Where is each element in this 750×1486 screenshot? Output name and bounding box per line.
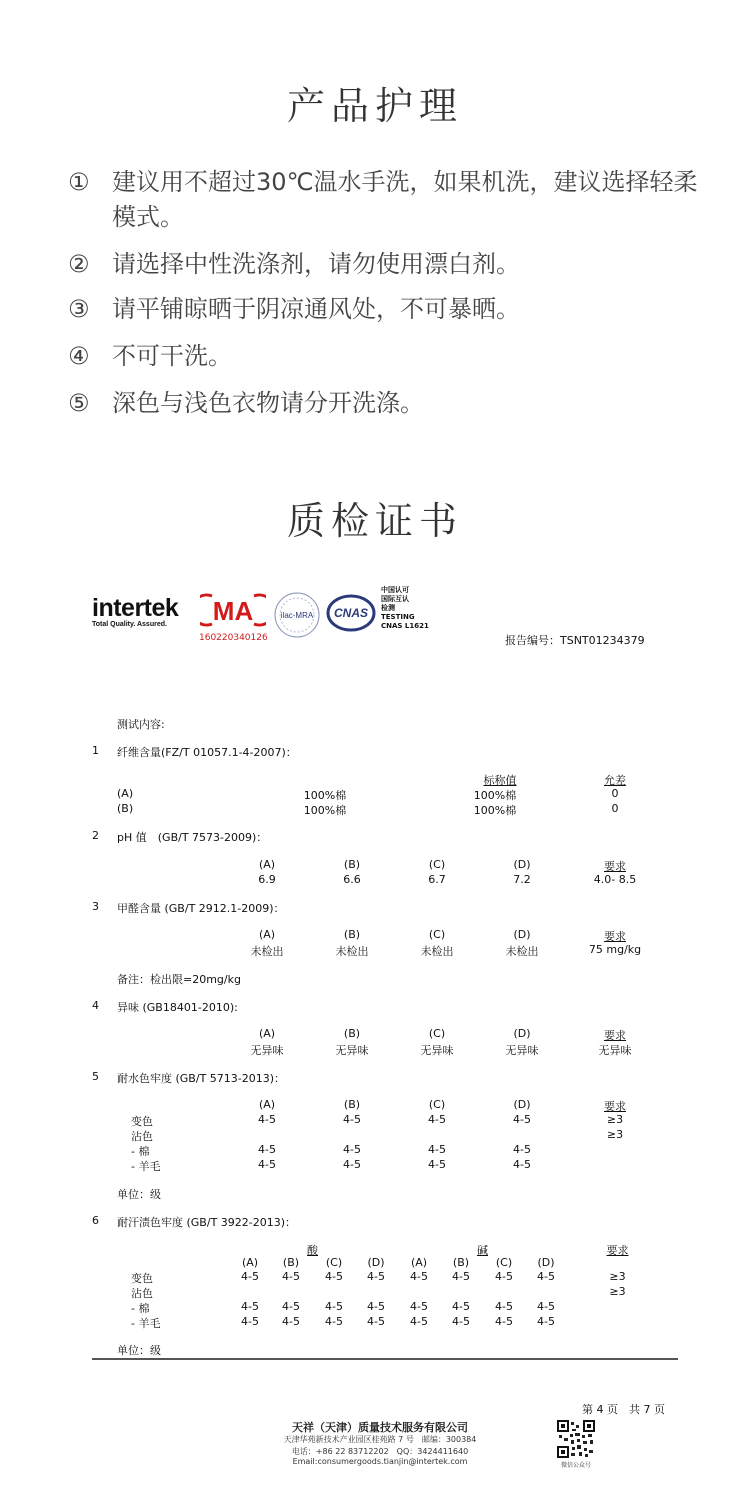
s4-value: 无异味 — [250, 1044, 284, 1057]
s6-cell: 4-5 — [537, 1300, 555, 1313]
s5-row-req: ≥3 — [606, 1113, 624, 1126]
ilac-mra-logo-icon — [272, 590, 322, 640]
ma-text: MA — [212, 596, 254, 626]
s1-row-std: 100%棉 — [473, 789, 517, 802]
s3-requirement-header: 要求 — [604, 930, 626, 943]
s6-cell: 4-5 — [325, 1270, 343, 1283]
s2-value: 6.7 — [428, 873, 446, 886]
s6-header: (C) — [325, 1256, 343, 1269]
page-indicator: 第 4 页 共 7 页 — [582, 1403, 665, 1416]
s6-cell: 4-5 — [241, 1300, 259, 1313]
s5-unit: 单位：级 — [117, 1188, 161, 1201]
s2-value: 7.2 — [513, 873, 531, 886]
s3-value: 未检出 — [250, 945, 284, 958]
care-item-text: 不可干洗。 — [112, 342, 232, 370]
s5-cell: 4-5 — [513, 1113, 531, 1126]
s6-cell: 4-5 — [495, 1315, 513, 1328]
cnas-line: 中国认可 — [381, 586, 409, 594]
s5-cell: 4-5 — [428, 1113, 446, 1126]
ma-logo-icon — [200, 593, 266, 627]
s4-value: 无异味 — [420, 1044, 454, 1057]
care-item-number: ⑤ — [68, 389, 90, 417]
section-3-number: 3 — [92, 900, 99, 913]
qc-title: 质检证书 — [286, 499, 463, 543]
s3-header: (A) — [258, 928, 276, 941]
section-2-title: pH 值 (GB/T 7573-2009)： — [117, 831, 268, 844]
s5-row-label: - 棉 — [131, 1145, 150, 1158]
s5-header: (D) — [513, 1098, 531, 1111]
cnas-line: TESTING — [381, 613, 415, 621]
s6-cell: 4-5 — [282, 1270, 300, 1283]
cnas-line: 检测 — [381, 604, 395, 612]
s6-header: (D) — [537, 1256, 555, 1269]
s2-header: (C) — [428, 858, 446, 871]
s3-note: 备注：检出限=20mg/kg — [117, 973, 241, 986]
qr-caption: 微信公众号 — [560, 1462, 591, 1469]
care-title: 产品护理 — [286, 84, 463, 128]
s6-cell: 4-5 — [282, 1315, 300, 1328]
s6-cell: 4-5 — [367, 1315, 385, 1328]
s4-value: 无异味 — [335, 1044, 369, 1057]
s6-row-label: 沾色 — [131, 1287, 153, 1300]
s6-requirement-header: 要求 — [606, 1244, 629, 1257]
care-item-5 — [68, 386, 708, 421]
s5-header: (A) — [258, 1098, 276, 1111]
s6-cell: 4-5 — [537, 1270, 555, 1283]
s6-cell: 4-5 — [325, 1300, 343, 1313]
care-item-text: 请平铺晾晒于阴凉通风处，不可暴晒。 — [112, 295, 520, 323]
s6-header: (B) — [282, 1256, 300, 1269]
s6-cell: 4-5 — [452, 1300, 470, 1313]
s5-cell: 4-5 — [258, 1113, 276, 1126]
cnas-logo-icon — [326, 593, 376, 633]
s1-row-std: 100%棉 — [473, 804, 517, 817]
s6-cell: 4-5 — [241, 1315, 259, 1328]
s5-row-label: 变色 — [131, 1115, 153, 1128]
s4-value: 无异味 — [505, 1044, 539, 1057]
s5-cell: 4-5 — [428, 1158, 446, 1171]
intertek-logo — [92, 594, 178, 628]
s6-header: (D) — [367, 1256, 385, 1269]
s5-header: (B) — [343, 1098, 361, 1111]
cnas-line: 国际互认 — [381, 595, 409, 603]
s4-requirement: 无异味 — [598, 1044, 632, 1057]
report-number: 报告编号：TSNT01234379 — [505, 634, 645, 647]
section-5-number: 5 — [92, 1070, 99, 1083]
s6-cell: 4-5 — [452, 1270, 470, 1283]
s6-cell: 4-5 — [410, 1315, 428, 1328]
s2-header: (D) — [513, 858, 531, 871]
s5-cell: 4-5 — [258, 1143, 276, 1156]
s6-cell: 4-5 — [452, 1315, 470, 1328]
s6-unit: 单位：级 — [117, 1344, 161, 1357]
footer-email: Email:consumergoods.tianjin@intertek.com — [292, 1457, 468, 1466]
s6-cell: 4-5 — [495, 1300, 513, 1313]
acid-header: 酸 — [307, 1244, 318, 1257]
s4-requirement-header: 要求 — [604, 1029, 626, 1042]
section-6-title: 耐汗渍色牢度 (GB/T 3922-2013)： — [117, 1216, 297, 1229]
s6-row-req: ≥3 — [609, 1285, 626, 1298]
s6-cell: 4-5 — [325, 1315, 343, 1328]
care-item-text: 请选择中性洗涤剂，请勿使用漂白剂。 — [112, 250, 520, 278]
section-3-title: 甲醛含量 (GB/T 2912.1-2009)： — [117, 902, 285, 915]
s6-cell: 4-5 — [495, 1270, 513, 1283]
care-item-number: ④ — [68, 342, 90, 370]
s5-requirement-header: 要求 — [604, 1100, 626, 1113]
s5-cell: 4-5 — [343, 1113, 361, 1126]
section-1-number: 1 — [92, 744, 99, 757]
s6-cell: 4-5 — [537, 1315, 555, 1328]
s5-cell: 4-5 — [343, 1143, 361, 1156]
section-5-title: 耐水色牢度 (GB/T 5713-2013)： — [117, 1072, 286, 1085]
s2-requirement-header: 要求 — [604, 860, 626, 873]
s6-cell: 4-5 — [282, 1300, 300, 1313]
s6-row-req: ≥3 — [609, 1270, 626, 1283]
s3-header: (B) — [343, 928, 361, 941]
s6-header: (A) — [241, 1256, 259, 1269]
s5-row-req: ≥3 — [606, 1128, 624, 1141]
s2-header: (B) — [343, 858, 361, 871]
s1-row-value: 100%棉 — [303, 789, 347, 802]
intertek-wordmark: intertek — [92, 594, 179, 622]
s5-cell: 4-5 — [513, 1158, 531, 1171]
care-item-4 — [68, 339, 708, 374]
s3-value: 未检出 — [335, 945, 369, 958]
s5-row-label: 沾色 — [131, 1130, 153, 1143]
section-2-number: 2 — [92, 829, 99, 842]
s1-row-label: (B) — [117, 802, 134, 815]
care-item-1 — [68, 165, 708, 235]
s4-header: (D) — [513, 1027, 531, 1040]
s1-row-label: (A) — [117, 787, 134, 800]
care-item-number: ③ — [68, 295, 90, 323]
s1-row-tol: 0 — [611, 802, 619, 815]
s6-cell: 4-5 — [410, 1300, 428, 1313]
s2-requirement: 4.0- 8.5 — [593, 873, 637, 886]
s3-value: 未检出 — [505, 945, 539, 958]
divider — [92, 1358, 678, 1360]
section-6-number: 6 — [92, 1214, 99, 1227]
s5-cell: 4-5 — [258, 1158, 276, 1171]
intertek-tagline: Total Quality. Assured. — [92, 621, 167, 628]
s5-cell: 4-5 — [428, 1143, 446, 1156]
s2-value: 6.6 — [343, 873, 361, 886]
section-1-title: 纤维含量(FZ/T 01057.1-4-2007)： — [117, 746, 297, 759]
tolerance-header: 允差 — [604, 774, 626, 787]
s2-header: (A) — [258, 858, 276, 871]
ma-number: 160220340126 — [199, 633, 268, 643]
section-4-number: 4 — [92, 999, 99, 1012]
footer-address: 天津华苑新技术产业园区桂苑路 7 号 邮编：300384 — [283, 1435, 477, 1444]
care-item-2 — [68, 247, 708, 282]
s6-header: (C) — [495, 1256, 513, 1269]
s5-header: (C) — [428, 1098, 446, 1111]
care-item-number: ① — [68, 168, 90, 196]
care-item-3 — [68, 292, 708, 327]
s6-row-label: - 棉 — [131, 1302, 150, 1315]
cnas-text: CNAS — [333, 606, 369, 620]
s2-value: 6.9 — [258, 873, 276, 886]
test-content-label: 测试内容: — [117, 718, 165, 731]
s3-header: (D) — [513, 928, 531, 941]
qr-code-icon — [557, 1420, 595, 1458]
alkali-header: 碱 — [477, 1244, 488, 1257]
s1-row-value: 100%棉 — [303, 804, 347, 817]
cnas-caption — [381, 586, 429, 631]
section-4-title: 异味 (GB18401-2010): — [117, 1001, 238, 1014]
s3-requirement: 75 mg/kg — [588, 943, 642, 956]
s4-header: (A) — [258, 1027, 276, 1040]
s6-cell: 4-5 — [367, 1270, 385, 1283]
s3-header: (C) — [428, 928, 446, 941]
s6-header: (A) — [410, 1256, 428, 1269]
s6-cell: 4-5 — [367, 1300, 385, 1313]
care-item-text: 深色与浅色衣物请分开洗涤。 — [112, 389, 424, 417]
s6-row-label: - 羊毛 — [131, 1317, 161, 1330]
s5-row-label: - 羊毛 — [131, 1160, 161, 1173]
footer-phone: 电话：+86 22 83712202 QQ：3424411640 — [291, 1447, 469, 1456]
s6-cell: 4-5 — [410, 1270, 428, 1283]
s5-cell: 4-5 — [513, 1143, 531, 1156]
s6-header: (B) — [452, 1256, 470, 1269]
ilac-text: ilac-MRA — [280, 611, 314, 620]
s6-row-label: 变色 — [131, 1272, 153, 1285]
s4-header: (B) — [343, 1027, 361, 1040]
s3-value: 未检出 — [420, 945, 454, 958]
s6-cell: 4-5 — [241, 1270, 259, 1283]
s4-header: (C) — [428, 1027, 446, 1040]
s5-cell: 4-5 — [343, 1158, 361, 1171]
care-item-number: ② — [68, 250, 90, 278]
s1-row-tol: 0 — [611, 787, 619, 800]
standard-value-header: 标称值 — [483, 774, 517, 787]
footer-company: 天祥（天津）质量技术服务有限公司 — [292, 1421, 468, 1434]
care-item-text: 建议用不超过30℃温水手洗，如果机洗，建议选择轻柔模式。 — [112, 168, 698, 231]
cnas-line: CNAS L1621 — [381, 622, 429, 630]
